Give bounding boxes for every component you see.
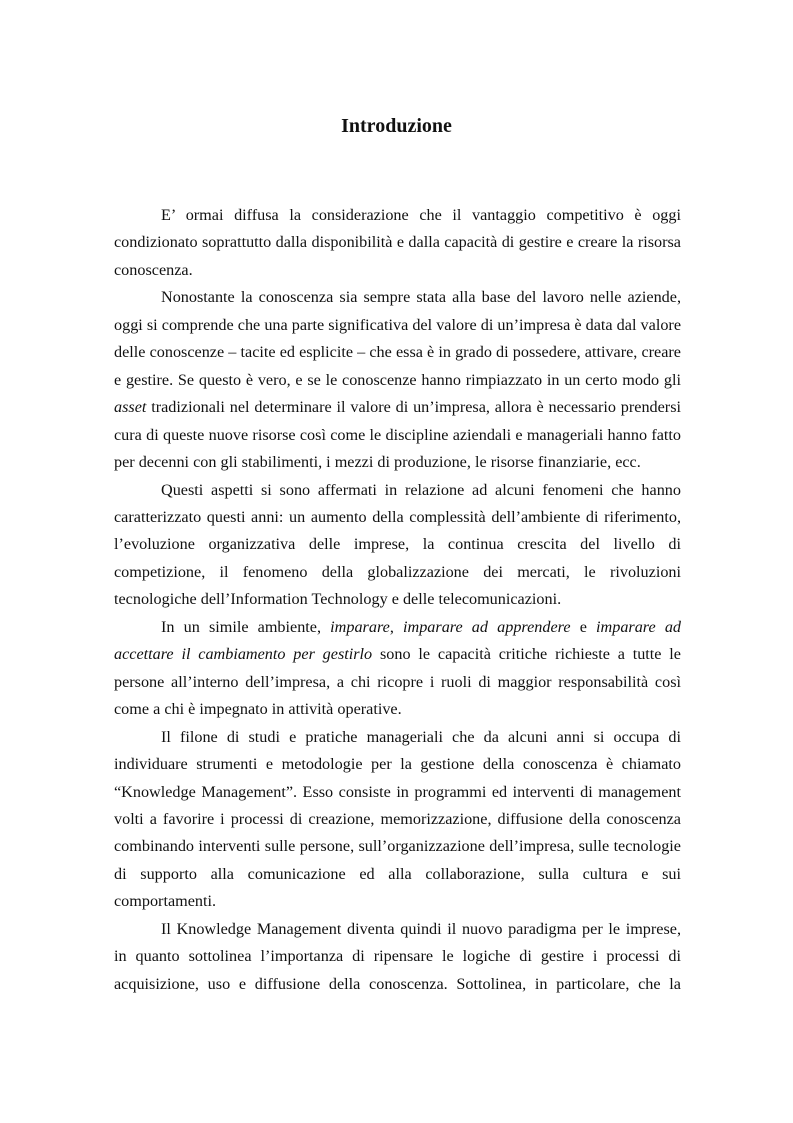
paragraph-4-run-1: In un simile ambiente, (161, 617, 331, 636)
paragraph-5 (114, 724, 681, 916)
paragraph-2-run-3: tradizionali nel determinare il valore di un’impresa, allora è necessario prendersi cura di queste nuove risorse così come le discipline aziendali e manageriali hanno fatto per decenni con gli stabilimenti, i mezzi di produzione, le risorse finanziarie, ecc. (114, 398, 681, 472)
paragraph-4-run-5: e (570, 617, 597, 636)
paragraph-4-run-3: , (389, 617, 404, 636)
paragraph-4-run-2: imparare (330, 617, 390, 636)
paragraph-1-run-1: E’ ormai diffusa la considerazione che il vantaggio competitivo è oggi condizionato soprattutto dalla disponibilità e dalla capacità di gestire e creare la risorsa conoscenza. (114, 206, 681, 279)
paragraph-6-run-1: Il Knowledge Management diventa quindi il nuovo paradigma per le imprese, in quanto sottolinea l’importanza di ripensare le logiche di gestire i processi di acquisizione, uso e diffusione della conoscenza. Sottolinea, in particolare, che la (114, 919, 681, 993)
paragraph-3-run-1: Questi aspetti si sono affermati in relazione ad alcuni fenomeni che hanno caratterizzato questi anni: un aumento della complessità dell’ambiente di riferimento, l’evoluzione organizzativa delle imprese, la continua crescita del livello di competizione, il fenomeno della globalizzazione dei mercati, le rivoluzioni tecnologiche dell’Information Technology e delle telecomunicazioni. (114, 480, 681, 609)
body-text (114, 202, 681, 998)
paragraph-4-run-6: imparare ad accettare il cambiamento per gestirlo (114, 617, 682, 664)
paragraph-3 (114, 477, 681, 614)
paragraph-4-run-4: imparare ad apprendere (403, 617, 571, 636)
paragraph-4 (114, 614, 681, 724)
page-title: Introduzione (341, 115, 452, 137)
paragraph-1 (114, 202, 681, 284)
paragraph-5-run-1: Il filone di studi e pratiche manageriali che da alcuni anni si occupa di individuare strumenti e metodologie per la gestione della conoscenza è chiamato “Knowledge Management”. Esso consiste in programmi ed interventi di management volti a favorire i processi di creazione, memorizzazione, diffusione della conoscenza combinando interventi sulle persone, sull’organizzazione dell’impresa, sulle tecnologie di supporto alla comunicazione ed alla collaborazione, sulla cultura e sui comportamenti. (114, 727, 681, 911)
paragraph-2-run-2: asset (114, 398, 147, 417)
paragraph-4-run-7: sono le capacità critiche richieste a tutte le persone all’interno dell’impresa, a chi ricopre i ruoli di maggior responsabilità così come a chi è impegnato in attività operative. (114, 645, 681, 719)
paragraph-2-run-1: Nonostante la conoscenza sia sempre stata alla base del lavoro nelle aziende, oggi si comprende che una parte significativa del valore di un’impresa è data dal valore delle conoscenze – tacite ed esplicite – che essa è in grado di possedere, attivare, creare e gestire. Se questo è vero, e se le conoscenze hanno rimpiazzato in un certo modo gli (114, 288, 681, 389)
paragraph-2 (114, 284, 681, 476)
paragraph-6 (114, 916, 681, 998)
